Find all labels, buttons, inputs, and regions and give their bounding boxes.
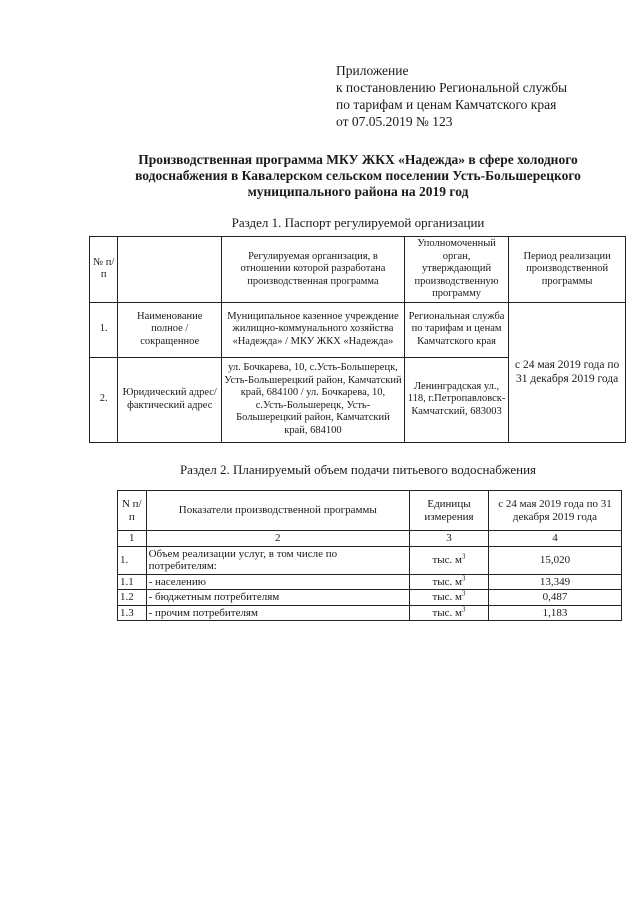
row-label: Юридический адрес/фактический адрес: [118, 357, 222, 442]
row-value: 0,487: [488, 590, 621, 606]
row-name: - бюджетным потребителям: [146, 590, 409, 606]
row-unit: [410, 546, 489, 574]
period-cell: с 24 мая 2019 года по 31 декабря 2019 года: [509, 302, 626, 442]
header-org: Регулируемая организация, в отношении которой разработана производственная программа: [222, 237, 405, 303]
appendix-line: по тарифам и ценам Камчатского края: [336, 97, 557, 112]
header-num: N п/п: [118, 491, 147, 531]
row-unit: [410, 574, 489, 590]
row-num: 1.2: [118, 590, 147, 606]
table-row: [118, 574, 622, 590]
header-indicators: Показатели производственной программы: [146, 491, 409, 531]
appendix-date: от 07.05.2019 № 123: [336, 114, 453, 129]
col-number: 3: [410, 531, 489, 547]
table-row: [118, 590, 622, 606]
row-num: 1.: [90, 302, 118, 357]
document-title: [100, 152, 616, 200]
row-num: 1.1: [118, 574, 147, 590]
row-label: Наименование полное / сокращенное: [118, 302, 222, 357]
row-value: 15,020: [488, 546, 621, 574]
section2-title: Раздел 2. Планируемый объем подачи питьевого водоснабжения: [179, 462, 537, 477]
row-value: Муниципальное казенное учреждение жилищно-коммунального хозяйства «Надежда» / МКУ ЖКХ «Надежда»: [222, 302, 405, 357]
volume-table: [117, 490, 622, 621]
row-num: 2.: [90, 357, 118, 442]
appendix-line: Приложение: [336, 63, 409, 78]
table-header-row: [118, 491, 622, 531]
title-line: водоснабжения в Кавалерском сельском поселении Усть-Большерецкого: [135, 168, 581, 183]
table-row: [118, 605, 622, 621]
header-num: № п/п: [90, 237, 118, 303]
table-row: [118, 546, 622, 574]
title-line: Производственная программа МКУ ЖКХ «Надежда» в сфере холодного: [138, 152, 578, 167]
row-name: - населению: [146, 574, 409, 590]
row-authority: Региональная служба по тарифам и ценам Камчатского края: [404, 302, 508, 357]
section1-title: Раздел 1. Паспорт регулируемой организации: [231, 215, 485, 230]
col-number: 1: [118, 531, 147, 547]
unit-text: тыс. м: [432, 606, 462, 619]
appendix-block: [336, 62, 567, 130]
row-num: 1.3: [118, 605, 147, 621]
table-row: [90, 302, 626, 357]
unit-text: тыс. м: [432, 553, 462, 566]
unit-exp: 3: [462, 552, 466, 561]
row-value: 1,183: [488, 605, 621, 621]
passport-table: [89, 236, 626, 443]
unit-exp: 3: [462, 589, 466, 598]
row-authority: Ленинградская ул., 118, г.Петропавловск-Камчатский, 683003: [404, 357, 508, 442]
row-unit: [410, 590, 489, 606]
column-number-row: [118, 531, 622, 547]
table-header-row: [90, 237, 626, 303]
header-units: Единицы измерения: [410, 491, 489, 531]
row-unit: [410, 605, 489, 621]
header-blank: [118, 237, 222, 303]
unit-text: тыс. м: [432, 575, 462, 588]
unit-exp: 3: [462, 573, 466, 582]
col-number: 4: [488, 531, 621, 547]
unit-exp: 3: [462, 604, 466, 613]
header-period: Период реализации производственной программы: [509, 237, 626, 303]
row-name: - прочим потребителям: [146, 605, 409, 621]
header-authority: Уполномоченный орган, утверждающий производственную программу: [404, 237, 508, 303]
col-number: 2: [146, 531, 409, 547]
row-num: 1.: [118, 546, 147, 574]
row-value: ул. Бочкарева, 10, с.Усть-Большерецк, Усть-Большерецкий район, Камчатский край, 684100 / ул. Бочкарева, 10, с.Усть-Большерецк, Усть-Большерецкий район, Камчатский край, 684100: [222, 357, 405, 442]
title-line: муниципального района на 2019 год: [247, 184, 469, 199]
unit-text: тыс. м: [432, 591, 462, 603]
row-name: Объем реализации услуг, в том числе по потребителям:: [146, 546, 409, 574]
header-period: с 24 мая 2019 года по 31 декабря 2019 года: [488, 491, 621, 531]
row-value: 13,349: [488, 574, 621, 590]
appendix-line: к постановлению Региональной службы: [336, 80, 568, 95]
